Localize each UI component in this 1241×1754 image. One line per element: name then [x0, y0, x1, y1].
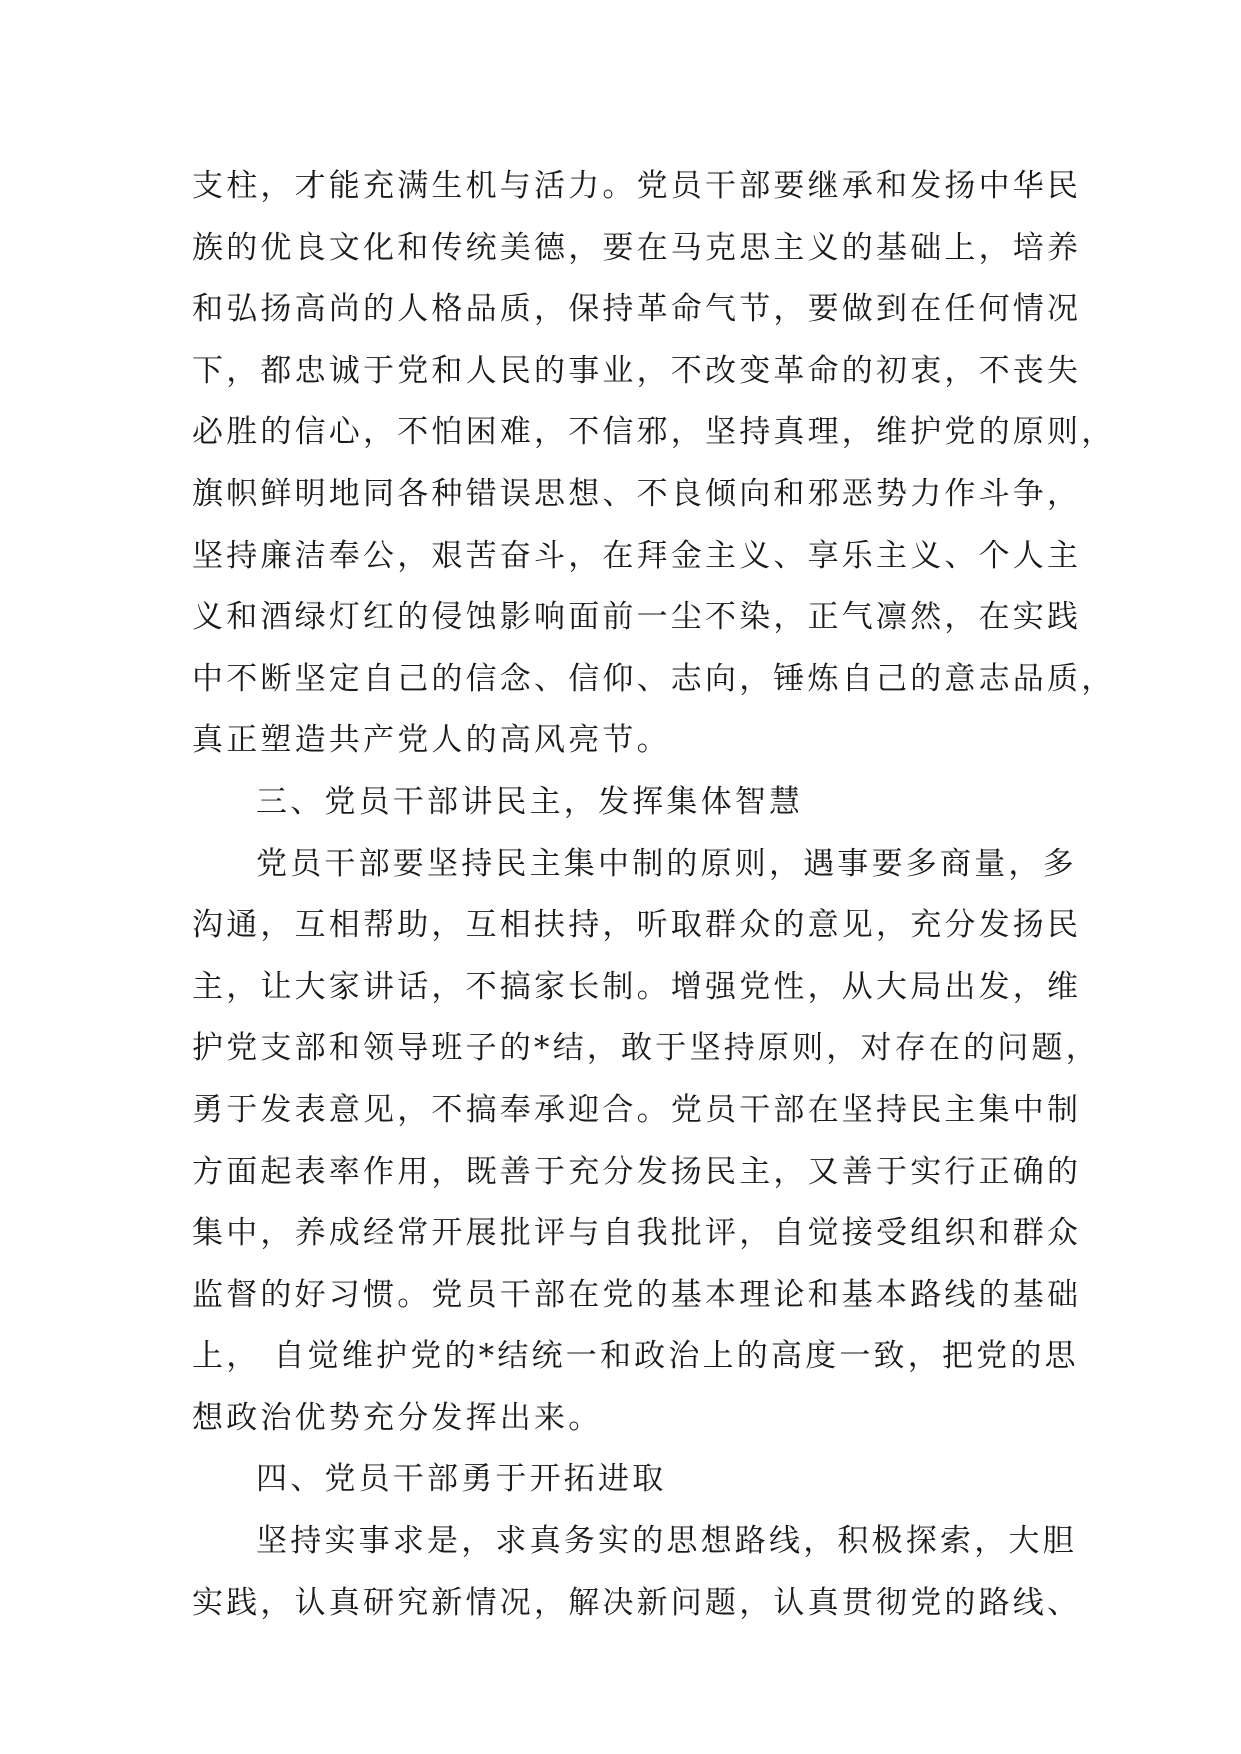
text-line: 实践，认真研究新情况，解决新问题，认真贯彻党的路线、 — [192, 1584, 1082, 1621]
text-line: 下，都忠诚于党和人民的事业，不改变革命的初衷，不丧失 — [192, 352, 1082, 389]
body-text — [192, 156, 1116, 1634]
text-line: 旗帜鲜明地同各种错误思想、不良倾向和邪恶势力作斗争， — [192, 475, 1082, 512]
text-line: 方面起表率作用，既善于充分发扬民主，又善于实行正确的 — [192, 1153, 1082, 1190]
text-line: 想政治优势充分发挥出来。 — [192, 1399, 603, 1436]
text-line: 中不断坚定自己的信念、信仰、志向，锤炼自己的意志品质， — [192, 660, 1116, 697]
text-line: 集中，养成经常开展批评与自我批评，自觉接受组织和群众 — [192, 1215, 1082, 1252]
text-line: 主，让大家讲话，不搞家长制。增强党性，从大局出发，维 — [192, 968, 1082, 1005]
text-line: 上， 自觉维护党的*结统一和政治上的高度一致，把党的思 — [192, 1338, 1079, 1375]
text-line: 三、党员干部讲民主，发挥集体智慧 — [256, 783, 804, 820]
text-line: 支柱，才能充满生机与活力。党员干部要继承和发扬中华民 — [192, 168, 1082, 204]
text-line: 四、党员干部勇于开拓进取 — [256, 1461, 667, 1498]
text-line: 沟通，互相帮助，互相扶持，听取群众的意见，充分发扬民 — [192, 907, 1082, 944]
text-line: 监督的好习惯。党员干部在党的基本理论和基本路线的基础 — [192, 1276, 1082, 1313]
text-line: 坚持廉洁奉公，艰苦奋斗，在拜金主义、享乐主义、个人主 — [192, 537, 1082, 574]
text-line: 护党支部和领导班子的*结，敢于坚持原则，对存在的问题， — [192, 1030, 1100, 1067]
text-line: 和弘扬高尚的人格品质，保持革命气节，要做到在任何情况 — [192, 291, 1082, 328]
text-line: 党员干部要坚持民主集中制的原则，遇事要多商量，多 — [256, 845, 1077, 882]
text-line: 义和酒绿灯红的侵蚀影响面前一尘不染，正气凛然，在实践 — [192, 599, 1082, 636]
text-line: 必胜的信心，不怕困难，不信邪，坚持真理，维护党的原则， — [192, 414, 1116, 451]
text-line: 勇于发表意见，不搞奉承迎合。党员干部在坚持民主集中制 — [192, 1091, 1082, 1128]
text-line: 真正塑造共产党人的高风亮节。 — [192, 722, 671, 759]
text-line: 坚持实事求是，求真务实的思想路线，积极探索，大胆 — [256, 1523, 1077, 1560]
text-line: 族的优良文化和传统美德，要在马克思主义的基础上，培养 — [192, 229, 1082, 266]
